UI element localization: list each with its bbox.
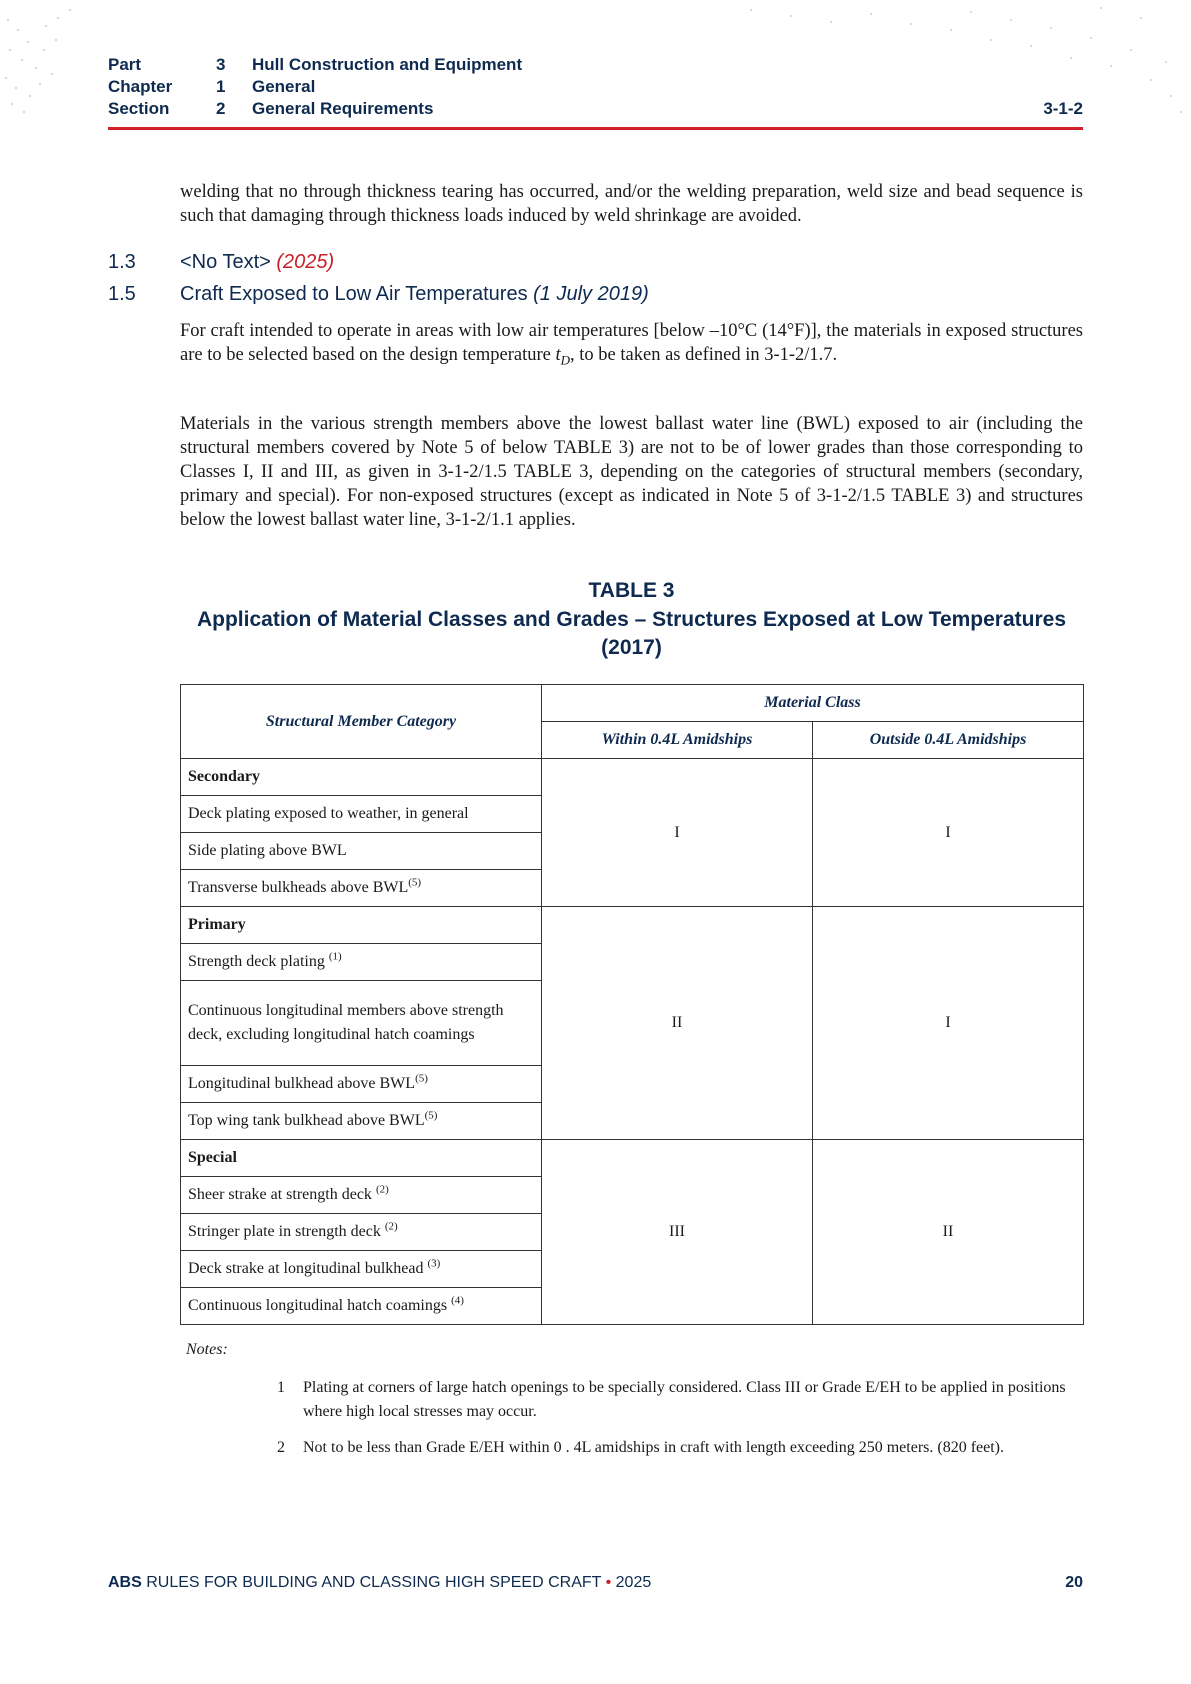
member-category: Longitudinal bulkhead above BWL$^{(5)}$	[181, 1066, 542, 1103]
header-structural-member-category: Structural Member Category	[181, 685, 542, 759]
member-category: Sheer strake at strength deck $^{(2)}$	[181, 1177, 542, 1214]
member-category: Continuous longitudinal members above strength deck, excluding longitudinal hatch coamings	[181, 981, 542, 1066]
paragraph-low-temperature-start: For craft intended to operate in areas with low air temperatures [below –10°C (14°F)], the materials in exposed structures are to be selected based on the design temperature	[180, 321, 1083, 365]
footer-year: 2025	[615, 1574, 652, 1591]
section-1-5-date: (1 July 2019)	[533, 283, 649, 305]
note-number: 1	[277, 1379, 285, 1396]
header-chapter-number: 1	[216, 77, 226, 96]
member-category: Stringer plate in strength deck $^{(2)}$	[181, 1214, 542, 1251]
header-part-number: 3	[216, 55, 226, 74]
secondary-outside-class: I	[813, 759, 1084, 907]
header-section-title: General Requirements	[252, 99, 434, 118]
group-special: Special	[181, 1140, 542, 1177]
section-1-3-number: 1.3	[108, 251, 136, 273]
note-number: 2	[277, 1439, 285, 1456]
group-secondary: Secondary	[181, 759, 542, 796]
design-temperature-subscript: D	[560, 352, 571, 368]
secondary-within-class: I	[542, 759, 813, 907]
primary-outside-class: I	[813, 907, 1084, 1140]
section-1-3-date: (2025)	[276, 251, 335, 273]
note-text: Not to be less than Grade E/EH within 0 . 4L amidships in craft with length exceeding 250 meters. (820 feet).	[303, 1439, 1005, 1456]
header-part-row	[108, 54, 1083, 76]
footer-title: RULES FOR BUILDING AND CLASSING HIGH SPEED CRAFT	[146, 1574, 602, 1591]
section-1-5-title: Craft Exposed to Low Air Temperatures	[180, 283, 528, 305]
header-divider	[108, 127, 1083, 130]
member-category: Transverse bulkheads above BWL$^{(5)}$	[181, 870, 542, 907]
table-label: TABLE 3	[588, 579, 675, 602]
header-chapter-title: General	[252, 77, 316, 96]
primary-within-class: II	[542, 907, 813, 1140]
paragraph-welding: welding that no through thickness tearing has occurred, and/or the welding preparation, weld size and bead sequence is such that damaging through thickness loads induced by weld shrinkage are avoided.	[180, 182, 1083, 226]
header-chapter-row	[108, 76, 1083, 98]
table-row	[181, 907, 1084, 944]
note-text: Plating at corners of large hatch openings to be specially considered. Class III or Grade E/EH to be applied in positions where high local stresses may occur.	[303, 1379, 1066, 1420]
member-category: Top wing tank bulkhead above BWL$^{(5)}$	[181, 1103, 542, 1140]
table-row	[181, 759, 1084, 796]
header-within-amidships: Within 0.4L Amidships	[542, 722, 813, 759]
section-1-5-number: 1.5	[108, 283, 136, 305]
note-item	[277, 1376, 1077, 1424]
section-1-3-title: <No Text>	[180, 251, 271, 273]
paragraph-material-grades: Materials in the various strength members above the lowest ballast water line (BWL) exposed to air (including the structural members covered by Note 5 of below TABLE 3) are not to be of lower grades than those corresponding to Classes I, II and III, as given in 3-1-2/1.5 TABLE 3, depending on the categories of structural members (secondary, primary and special). For non-exposed structures (except as indicated in Note 5 of 3-1-2/1.5 TABLE 3) and structures below the lowest ballast water line, 3-1-2/1.1 applies.	[180, 414, 1083, 530]
footer-brand: ABS	[108, 1574, 142, 1591]
header-section-label: Section	[108, 99, 170, 118]
header-part-title: Hull Construction and Equipment	[252, 55, 523, 74]
table-header-row-1	[181, 685, 1084, 722]
special-within-class: III	[542, 1140, 813, 1325]
paragraph-low-temperature	[180, 319, 1083, 373]
page-footer	[108, 1571, 1083, 1595]
group-primary: Primary	[181, 907, 542, 944]
member-category: Deck strake at longitudinal bulkhead $^{(3)}$	[181, 1251, 542, 1288]
header-chapter-label: Chapter	[108, 77, 173, 96]
paragraph-low-temperature-end: , to be taken as defined in 3-1-2/1.7.	[570, 345, 838, 365]
table-row	[181, 1140, 1084, 1177]
member-category: Side plating above BWL	[181, 833, 542, 870]
table-title: Application of Material Classes and Grades – Structures Exposed at Low Temperatures (2017)	[196, 608, 1067, 659]
header-material-class: Material Class	[542, 685, 1084, 722]
page-header	[108, 54, 1083, 120]
header-section-row	[108, 98, 1083, 120]
header-section-number: 2	[216, 99, 226, 118]
member-category: Deck plating exposed to weather, in general	[181, 796, 542, 833]
note-item	[277, 1436, 1077, 1460]
header-outside-amidships: Outside 0.4L Amidships	[813, 722, 1084, 759]
member-category: Strength deck plating $^{(1)}$	[181, 944, 542, 981]
member-category: Continuous longitudinal hatch coamings $^{(4)}$	[181, 1288, 542, 1325]
page-number: 20	[1065, 1574, 1083, 1591]
notes-heading: Notes:	[186, 1341, 228, 1358]
material-class-table	[180, 684, 1084, 1325]
special-outside-class: II	[813, 1140, 1084, 1325]
footer-bullet: •	[605, 1574, 612, 1591]
header-part-label: Part	[108, 55, 142, 74]
header-reference: 3-1-2	[1043, 99, 1083, 118]
design-temperature-symbol: t	[555, 345, 561, 365]
